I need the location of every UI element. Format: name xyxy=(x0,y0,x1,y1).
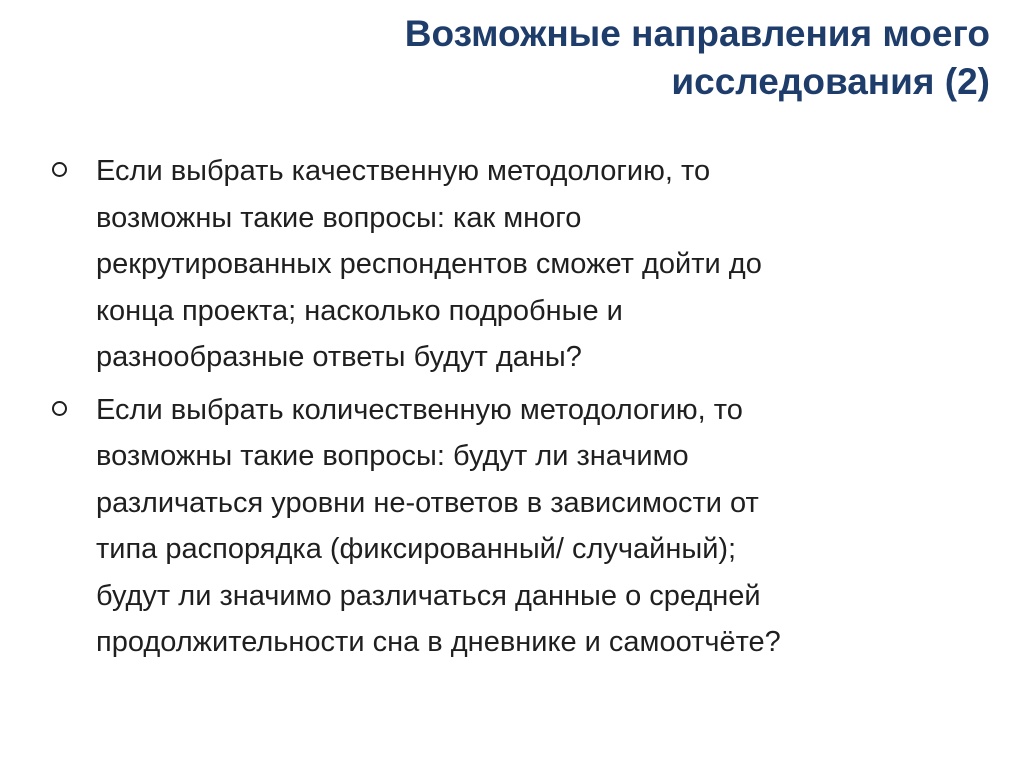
bullet-text-line: Если выбрать качественную методологию, то xyxy=(96,155,711,187)
bullet-text-line: рекрутированных респондентов сможет дойти до xyxy=(96,248,762,280)
slide-title xyxy=(230,10,990,106)
bullet-list xyxy=(48,148,948,672)
bullet-item-qualitative xyxy=(48,148,948,381)
bullet-text-line: возможны такие вопросы: будут ли значимо xyxy=(96,440,689,472)
bullet-text-line: возможны такие вопросы: как много xyxy=(96,201,582,234)
bullet-text-line: типа распорядка (фиксированный/ случайный); xyxy=(96,533,737,565)
bullet-text-line: будут ли значимо различаться данные о средней xyxy=(96,579,761,612)
slide-title-line-2: исследования (2) xyxy=(671,61,990,102)
bullet-text-line: конца проекта; насколько подробные и xyxy=(96,294,623,327)
bullet-item-quantitative xyxy=(48,387,948,666)
hollow-circle-bullet-icon xyxy=(52,401,67,416)
slide-title-line-1: Возможные направления моего xyxy=(404,13,990,54)
bullet-text-line: Если выбрать количественную методологию, то xyxy=(96,393,743,426)
bullet-text-line: продолжительности сна в дневнике и самоотчёте? xyxy=(96,626,781,658)
bullet-text-line: разнообразные ответы будут даны? xyxy=(96,341,582,373)
hollow-circle-bullet-icon xyxy=(52,162,67,177)
bullet-text-line: различаться уровни не-ответов в зависимости от xyxy=(96,486,759,519)
